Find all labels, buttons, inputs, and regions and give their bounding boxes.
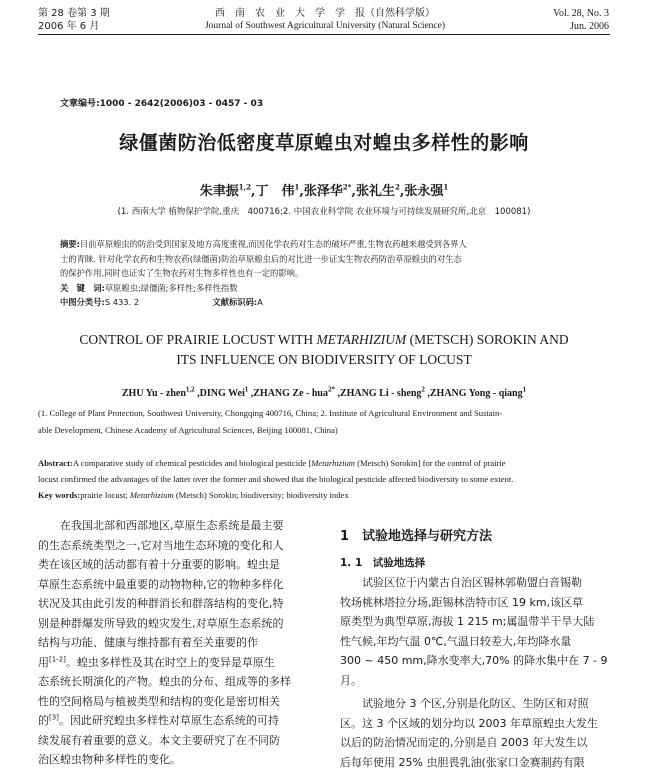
body-line: 月。 xyxy=(340,673,362,687)
clc-value: S 433. 2 xyxy=(104,297,140,307)
body-line: 试验区位于内蒙古自治区锡林郭勒盟白音锡勒 xyxy=(362,576,582,589)
title-en-part: CONTROL OF PRAIRIE LOCUST WITH xyxy=(79,332,317,347)
body-line: 别是种群爆发所导致的蝗灾发生,对草原生态系统的 xyxy=(38,616,284,630)
author-affil-mark: 2 xyxy=(394,182,400,192)
body-line: 性气候,年均气温 0℃,气温日较差大,年均降水量 xyxy=(340,634,572,648)
body-line: 的生态系统类型之一,它对当地生态环境的变化和人 xyxy=(38,538,284,552)
author-name: ,张永强 xyxy=(399,184,444,199)
volume-issue-en: Vol. 28, No. 3 xyxy=(553,8,609,19)
abstract-cn xyxy=(60,237,600,310)
authors-en xyxy=(38,385,610,399)
subsection-heading: 1. 1 试验地选择 xyxy=(340,557,426,569)
author-affil-mark: 2* xyxy=(342,182,352,192)
body-line: 后每年使用 25% 虫胆畏乳油(张家口金赛制药有限 xyxy=(340,755,585,769)
clc-label: 中图分类号: xyxy=(60,297,105,307)
body-text: 的 xyxy=(38,714,49,727)
affiliation-line: able Development, Chinese Academy of Agricultural Sciences, Beijing 100081, China) xyxy=(38,425,338,435)
abstract-line: 目前草原蝗虫的防治受到国家及地方高度重视,而因化学农药对生态的破坏严重,生物农药越来越受到各界人 xyxy=(79,239,467,249)
abstract-en-text: A comparative study of chemical pesticides and biological pesticide [ xyxy=(72,458,312,468)
citation: [3] xyxy=(49,713,59,722)
body-right-column xyxy=(340,526,612,772)
keywords-en-label: Key words: xyxy=(38,490,81,500)
body-line: 性的空间格局与植被类型和结构的变化是密切相关 xyxy=(38,694,280,708)
body-line: 状况及其由此引发的种群消长和群落结构的变化,特 xyxy=(38,597,284,610)
author-affil-mark: 2* xyxy=(327,385,335,394)
body-line: 态系统长期演化的产物。蝗虫的分布、组成等的多样 xyxy=(38,675,291,688)
keywords-label: 关 键 词: xyxy=(60,282,105,293)
abstract-en-label: Abstract: xyxy=(38,458,73,468)
article-number: 文章编号:1000 - 2642(2006)03 - 0457 - 03 xyxy=(60,99,264,109)
author-name: ,丁 伟 xyxy=(250,184,295,199)
keywords-en-text: prairie locust; xyxy=(80,490,130,500)
abstract-en-line: locust confirmed the advantages of the latter over the former and showed that the biological pesticide affected biodiversity to some extent. xyxy=(38,474,514,484)
volume-issue-cn: 第 28 卷第 3 期 xyxy=(38,8,110,19)
body-line: 区。这 3 个区域的划分均以 2003 年草原蝗虫大发生 xyxy=(340,716,598,730)
body-line: 草原生态系统中最重要的动物物种,它的物种多样化 xyxy=(38,577,284,591)
body-line: 续发展有着重要的意义。本文主要研究了在不同防 xyxy=(38,733,280,747)
author-name: ,张礼生 xyxy=(351,184,395,199)
section-heading: 1 试验地选择与研究方法 xyxy=(340,529,493,544)
body-line: 治区蝗虫物种多样性的变化。 xyxy=(38,753,181,766)
affiliation-line: (1. College of Plant Protection, Southwest University, Chongqing 400716, China; 2. Institute of Agricultural Environment and Sustain- xyxy=(38,408,503,418)
journal-title-cn: 西 南 农 业 大 学 学 报（自然科学版） xyxy=(215,8,435,19)
body-left-column xyxy=(38,516,322,770)
date-en: Jun. 2006 xyxy=(570,21,609,32)
title-cn: 绿僵菌防治低密度草原蝗虫对蝗虫多样性的影响 xyxy=(119,132,529,154)
body-right-text xyxy=(340,573,612,772)
date-cn: 2006 年 6 月 xyxy=(38,21,100,32)
author-name: 朱聿振 xyxy=(199,184,239,199)
doc-code-label: 文献标识码: xyxy=(212,297,258,307)
doc-code-value: A xyxy=(257,297,263,307)
author-name: ,ZHANG Yong - qiang xyxy=(424,388,523,399)
body-line: 试验地分 3 个区,分别是化防区、生防区和对照 xyxy=(362,697,589,710)
body-line: 300 ~ 450 mm,降水变率大,70% 的降水集中在 7 - 9 xyxy=(340,654,608,667)
keywords-text: 草原蝗虫;绿僵菌;多样性;多样性指数 xyxy=(104,282,238,293)
title-en-genus: METARHIZIUM xyxy=(316,332,407,347)
body-line: 以后的防治情况而定的,分别是自 2003 年大发生以 xyxy=(340,736,588,749)
author-name: ,ZHANG Li - sheng xyxy=(334,388,422,399)
abstract-en-text: (Metsch) Sorokin] for the control of prairie xyxy=(355,458,506,468)
body-text: 。因此研究蝗虫多样性对草原生态系统的可持 xyxy=(58,714,279,727)
author-affil-mark: 1 xyxy=(294,182,300,192)
journal-title-en: Journal of Southwest Agricultural University (Natural Science) xyxy=(204,21,446,31)
abstract-label: 摘要: xyxy=(60,239,80,249)
author-affil-mark: 1 xyxy=(244,385,249,394)
body-line: 结构与功能、健康与维持都有着至关重要的作 xyxy=(38,636,258,649)
author-affil-mark: 1 xyxy=(443,182,449,192)
body-text: 用 xyxy=(38,655,49,669)
author-affil-mark: 1 xyxy=(522,385,527,394)
abstract-en xyxy=(38,455,613,503)
author-name: ,DING Wei xyxy=(194,388,245,399)
body-line: 牧场桃林塔拉分场,距锡林浩特市区 19 km,该区草 xyxy=(340,595,584,609)
author-name: ,ZHANG Ze - hua xyxy=(248,388,328,399)
authors-cn xyxy=(38,180,610,199)
author-name: ZHU Yu - zhen xyxy=(121,388,186,399)
author-affil-mark: 2 xyxy=(421,385,425,394)
affiliations-cn: (1. 西南大学 植物保护学院,重庆 400716;2. 中国农业科学院 农业环境与可持续发展研究所,北京 100081) xyxy=(117,207,531,217)
header-rule xyxy=(38,34,610,35)
body-line: 类在该区域的活动都有着十分重要的影响。蝗虫是 xyxy=(38,558,280,571)
keywords-en-text: (Metsch) Sorokin; biodiversity; biodiversity index xyxy=(173,490,349,500)
body-line: 原类型为典型草原,海拔 1 215 m;属温带半干旱大陆 xyxy=(340,615,595,628)
abstract-line: 的保护作用,同时也证实了生物农药对生物多样性也有一定的影响。 xyxy=(60,268,304,278)
citation: [1-2] xyxy=(49,654,66,663)
title-en-line2: ITS INFLUENCE ON BIODIVERSITY OF LOCUST xyxy=(176,352,472,367)
abstract-line: 士的青睐. 针对化学农药和生物农药(绿僵菌)防治草原蝗虫后的对比进一步证实生物农药防治草原蝗虫的对生态 xyxy=(60,253,462,264)
title-en xyxy=(38,330,610,370)
author-affil-mark: 1,2 xyxy=(238,182,251,192)
keywords-en-genus: Metarhizium xyxy=(129,490,174,500)
body-text: 。蝗虫多样性及其在时空上的变异是草原生 xyxy=(65,655,275,669)
title-en-part: (METSCH) SOROKIN AND xyxy=(406,332,569,347)
abstract-en-genus: Metarhizium xyxy=(311,458,356,468)
body-line: 在我国北部和西部地区,草原生态系统是最主要 xyxy=(60,519,284,532)
author-name: ,张泽华 xyxy=(299,184,343,199)
author-affil-mark: 1,2 xyxy=(185,385,195,394)
affiliations-en xyxy=(38,405,613,439)
